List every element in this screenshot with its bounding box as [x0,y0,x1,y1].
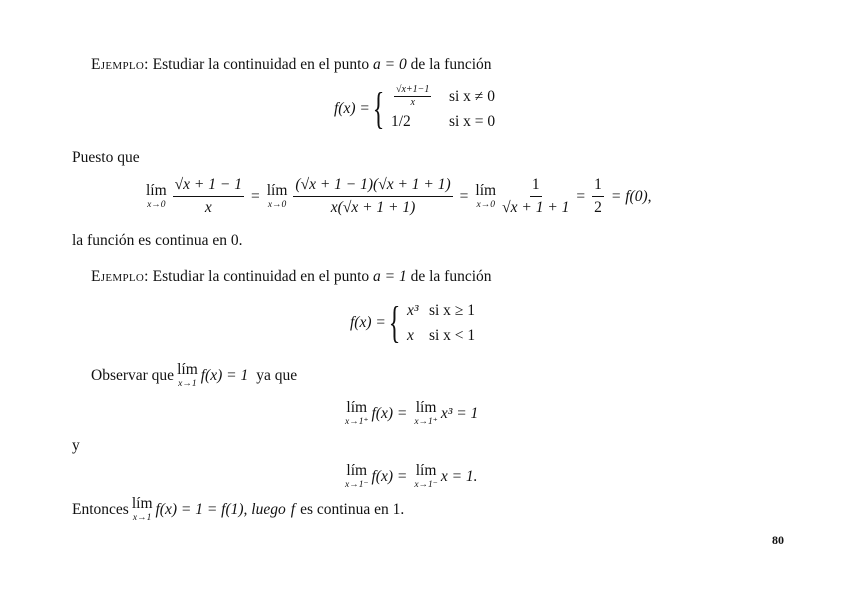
case-row [407,298,475,323]
limit-operator: lím x→0 [475,182,497,210]
limit-operator: lím x→1⁻ [345,462,369,490]
entonces-f: f [290,500,296,518]
example2-piecewise [350,298,475,348]
entonces-expression: f(x) = 1 = f(1), luego [155,500,286,518]
observar-line [91,362,297,389]
observar-text: Observar que [91,366,175,384]
fraction-1: $\frac{√x + 1 - 1}{x}$ [174,176,242,217]
example1-label: Ejemplo: [91,56,149,73]
case-row [391,109,495,134]
example2-point: a = 1 [373,268,407,285]
limit-operator: lím x→0 [266,182,288,210]
entonces-tail: es continua en 1. [300,500,405,518]
example1-piecewise [334,84,495,134]
case1-expression: x³ [406,301,419,319]
case1-denominator: x [410,97,415,108]
page-number: 80 [772,533,784,547]
y-word: y [72,437,80,454]
observar-expression: f(x) = 1 [200,366,249,384]
conclusion-1: la función es continua en 0. [72,232,243,249]
right-limit [342,400,478,427]
example2-heading [91,269,492,285]
equals-sign: = [250,188,260,206]
left-limit [342,463,478,490]
case1-fraction [394,85,431,109]
right-limit-expr1: f(x) = [371,404,408,422]
left-brace: { [388,298,401,348]
case2-expression: x [406,326,414,344]
observar-tail: ya que [256,366,298,384]
fraction-3: $\frac{1}{√x + 1 + 1}$ [502,176,570,217]
puesto-que-text: Puesto que [72,149,140,166]
right-limit-expr2: x³ = 1 [440,404,479,422]
example1-func-lhs: f(x) = [334,100,370,118]
example2-func-lhs: f(x) = [350,314,386,332]
case-row [391,84,495,109]
case1-condition: si x ≠ 0 [448,87,495,105]
limit-operator: lím x→1 [131,495,153,523]
example2-tail: de la función [406,268,492,285]
equals-sign: = [576,188,586,206]
fraction-2: $\frac{(√x + 1 - 1)(√x + 1 + 1)}{x(√x + 1 + 1)}$ [295,176,451,217]
example1-text: Estudiar la continuidad en el punto [148,56,374,73]
left-brace: { [372,84,385,134]
limit-operator: lím x→1⁺ [414,399,438,427]
limit-operator: lím x→0 [146,182,167,210]
chain-end: = f(0), [610,188,652,206]
fraction-4: $\frac{1}{2}$ [594,176,602,217]
case2-condition: si x < 1 [428,326,476,344]
case1-condition: si x ≥ 1 [428,301,475,319]
case2-condition: si x = 0 [448,112,496,130]
entonces-line [72,496,404,523]
limit-operator: lím x→1 [177,361,198,389]
example1-heading [91,57,492,73]
example2-label: Ejemplo: [91,268,149,285]
left-limit-expr1: f(x) = [371,467,408,485]
example1-tail: de la función [406,56,492,73]
limit-operator: lím x→1⁻ [414,462,438,490]
limit-operator: lím x→1⁺ [345,399,369,427]
case1-numerator: √x+1−1 [394,85,431,98]
case-row [407,323,475,348]
limit-chain [143,177,656,217]
equals-sign: = [459,188,469,206]
left-limit-expr2: x = 1. [440,467,478,485]
example1-point: a = 0 [373,56,407,73]
case2-expression: 1/2 [390,112,411,130]
entonces-text: Entonces [72,500,129,518]
example2-text: Estudiar la continuidad en el punto [148,268,374,285]
